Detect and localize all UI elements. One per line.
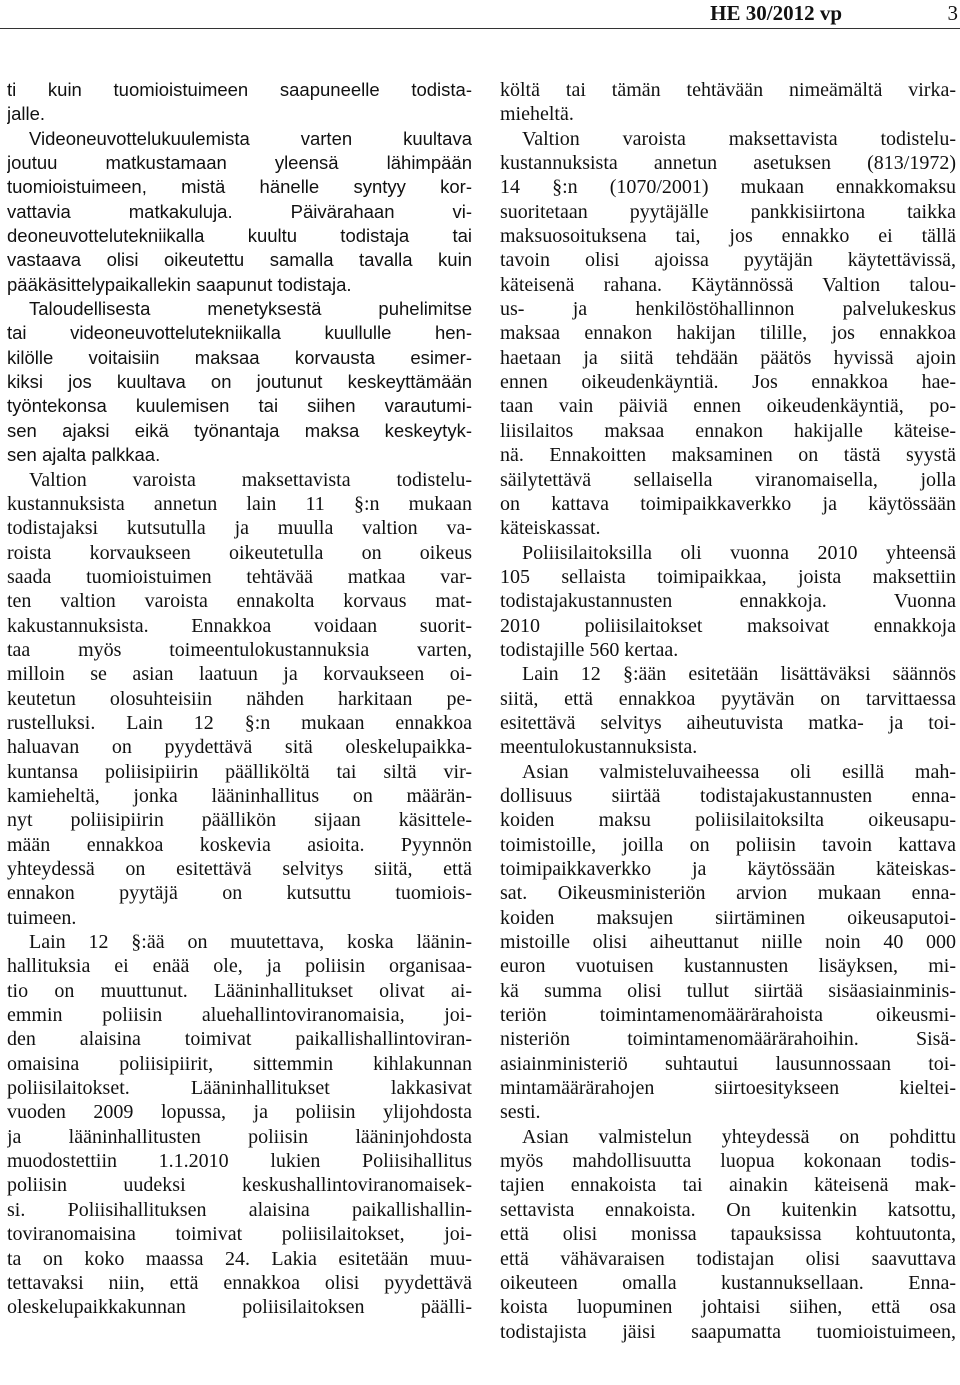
text-line: koiden maksu poliisilaitoksilta oikeusapu-	[500, 809, 956, 832]
text-line: vattavia matkakuluja. Päivärahaan vi-	[7, 200, 472, 222]
text-line: käteisenä rahana. Käytännössä Valtion talou-	[500, 273, 956, 296]
text-line: Lain 12 §:ää on muutettava, koska läänin-	[29, 931, 472, 954]
text-line: toviranomaisina toimivat poliisilaitokset, joi-	[7, 1223, 472, 1246]
text-line: nyt poliisipiirin päällikön sijaan käsittele-	[7, 809, 472, 832]
text-line: toimipaikkaverkko ja käytössään käteiskas-	[500, 858, 956, 880]
text-line: joutuu matkustamaan yleensä lähimpään	[7, 152, 472, 174]
text-line: emmin poliisin aluehallintoviranomaisia, joi-	[7, 1004, 472, 1027]
text-line: 14 §:n (1070/2001) mukaan ennakkomaksu	[500, 176, 956, 199]
text-line: kakustannuksista. Ennakkoa voidaan suorit-	[7, 614, 472, 637]
text-line: Lain 12 §:ään esitetään lisättäväksi säännös	[522, 663, 956, 686]
text-line: vuoden 2009 lopussa, ja poliisin ylijohdosta	[7, 1101, 472, 1124]
text-line: saada tuomioistuimen tehtävää matkaa var-	[7, 565, 472, 588]
text-line: tavoin olisi ajoissa pyytäjän käytettävissä,	[500, 249, 956, 272]
text-line: sesti.	[500, 1101, 541, 1124]
text-line: muodostettiin 1.1.2010 lukien Poliisihallitus	[7, 1150, 472, 1173]
text-line: poliisin uudeksi keskushallintoviranomaisek-	[7, 1174, 472, 1197]
text-line: työntekonsa kuulemisen tai siihen varautumi-	[7, 395, 472, 417]
text-line: asiainministeriö suhtautui lausunnossaan toi-	[500, 1052, 956, 1075]
text-line: ennen oikeudenkäyntiä. Jos ennakkoa hae-	[500, 371, 956, 394]
text-line: on kattava toimipaikkaverkko ja käytössään	[500, 492, 956, 515]
text-line: kä summa olisi tullut siirtää sisäasiainminis-	[500, 979, 956, 1002]
text-line: koista luopuminen johtaisi siihen, että osa	[500, 1296, 956, 1319]
text-line: käteiskassat.	[500, 517, 601, 540]
text-line: kiksi jos kuultava on joutunut keskeyttämään	[7, 371, 472, 393]
text-line: ten valtion varoista ennakolta korvaus mat-	[7, 590, 472, 613]
text-line: ennakon pyytäjä on kutsuttu tuomiois-	[7, 882, 472, 905]
text-line: pääkäsittelypaikallekin saapunut todistaja.	[7, 273, 352, 295]
text-line: tettavaksi niin, että ennakkoa olisi pyydettävä	[7, 1271, 472, 1294]
text-line: Valtion varoista maksettavista todistelu-	[29, 468, 472, 491]
page-header	[0, 0, 960, 34]
text-line: 2010 poliisilaitokset maksoivat ennakkoja	[500, 614, 956, 637]
text-line: mintamäärärahojen siirtoesitykseen kieltei-	[500, 1077, 956, 1100]
text-line: kilölle voitaisiin maksaa korvausta esimer-	[7, 346, 472, 368]
text-line: rustelluksi. Lain 12 §:n mukaan ennakkoa	[7, 711, 472, 734]
text-line: siitä, että ennakkoa pyytävän on tarvittaessa	[500, 687, 956, 710]
text-line: ti kuin tuomioistuimeen saapuneelle todista-	[7, 79, 472, 100]
text-line: todistajista jäisi saapumatta tuomioistuimeen,	[500, 1320, 956, 1343]
text-line: teriön toimintamenomäärärahoista oikeusmi-	[500, 1004, 956, 1027]
text-line: haetaan ja siitä tehdään päätös hyvissä ajoin	[500, 346, 956, 369]
text-line: liisilaitos maksaa ennakon hakijalle käteise-	[500, 419, 956, 442]
text-line: koiden maksujen siirtäminen oikeusaputoi-	[500, 906, 956, 929]
text-line: us- ja henkilöstöhallinnon palvelukeskus	[500, 298, 956, 321]
text-line: kustannuksista annetun lain 11 §:n mukaan	[7, 492, 472, 515]
text-line: nä. Ennakoitten maksaminen on tästä syystä	[500, 444, 956, 467]
text-line: omaisina poliisipiirit, sittemmin kihlakunnan	[7, 1052, 472, 1075]
text-line: Asian valmistelun yhteydessä on pohdittu	[522, 1125, 956, 1148]
text-line: tio on muuttunut. Lääninhallitukset olivat ai-	[7, 979, 472, 1002]
text-line: dollisuus siirtää todistajakustannusten enna-	[500, 784, 956, 807]
text-line: euron vuotuisen kustannusten lisäyksen, mi-	[500, 955, 956, 978]
text-line: mistoille olisi aiheuttanut niille noin 40 000	[500, 931, 956, 954]
text-line: kustannuksista annetun asetuksen (813/1972)	[500, 152, 956, 175]
text-line: si. Poliisihallituksen alaisina paikallishallin-	[7, 1198, 472, 1221]
text-line: sen ajaksi eikä työnantaja maksa keskeytyk-	[7, 419, 472, 441]
text-line: tai videoneuvottelutekniikalla kuullulle hen-	[7, 322, 472, 344]
text-line: költä tai tämän tehtävään nimeämältä virka-	[500, 79, 956, 101]
text-line: jalle.	[7, 103, 46, 125]
text-line: todistajakustannusten ennakkoja. Vuonna	[500, 590, 956, 613]
text-line: sen ajalta palkkaa.	[7, 444, 161, 466]
left-text-column	[7, 78, 472, 1320]
text-line: tuimeen.	[7, 906, 77, 929]
page-number: 3	[947, 1, 958, 25]
text-line: maksuosoituksena tai, jos ennakko ei tällä	[500, 225, 956, 248]
text-line: 105 sellaista toimipaikkaa, joista maksettiin	[500, 565, 956, 588]
text-line: keutetun olosuhteisiin nähden harkitaan pe-	[7, 687, 472, 710]
text-line: kamieheltä, jonka lääninhallitus on määrän-	[7, 784, 472, 807]
text-line: milloin se asian laatuun ja korvaukseen oi-	[7, 663, 472, 686]
text-line: tuomioistuimeen, mistä hänelle syntyy kor-	[7, 176, 472, 198]
text-line: hallituksia ei enää ole, ja poliisin organisaa-	[7, 955, 472, 978]
text-line: todistajille 560 kertaa.	[500, 638, 679, 661]
text-line: yhteydessä on esitettävä selvitys siitä, että	[7, 858, 472, 880]
document-id: HE 30/2012 vp	[710, 1, 842, 25]
text-line: kuntansa poliisipiirin päälliköltä tai siltä vir-	[7, 760, 472, 783]
text-line: Valtion varoista maksettavista todistelu-	[522, 127, 956, 150]
text-line: tajien ennakoista tai ainakin käteisenä mak-	[500, 1174, 956, 1197]
text-line: den alaisina toimivat paikallishallintoviran-	[7, 1028, 472, 1051]
text-line: ja lääninhallitusten poliisin lääninjohdosta	[7, 1125, 472, 1148]
text-line: todistajaksi kutsutulla ja muulla valtion va-	[7, 517, 472, 540]
header-rule	[0, 28, 960, 29]
text-line: oleskelupaikkakunnan poliisilaitoksen päälli-	[7, 1296, 472, 1319]
text-line: mään ennakkoa koskevia asioita. Pyynnön	[7, 833, 472, 856]
text-line: vastaava olisi oikeutettu samalla tavalla kuin	[7, 249, 472, 271]
text-line: sat. Oikeusministeriön arvion mukaan enna-	[500, 882, 956, 905]
text-line: deoneuvottelutekniikalla kuultu todistaja tai	[7, 225, 472, 247]
text-line: nisteriön toimintamenomäärärahoihin. Sisä-	[500, 1028, 956, 1051]
text-line: oikeuteen omalla kustannuksellaan. Enna-	[500, 1271, 956, 1294]
text-line: ta on koko maassa 24. Lakia esitetään muu-	[7, 1247, 472, 1270]
text-line: suoritetaan pyytäjälle pankkisiirtona taikka	[500, 200, 956, 223]
text-line: roista korvaukseen oikeutetulla on oikeus	[7, 541, 472, 564]
text-line: maksaa ennakon hakijan tilille, jos ennakkoa	[500, 322, 956, 345]
text-line: mieheltä.	[500, 103, 574, 126]
text-line: että olisi monissa tapauksissa kohtuutonta,	[500, 1223, 956, 1246]
text-line: settavista ennakoista. On kuitenkin katsottu,	[500, 1198, 956, 1221]
text-line: Taloudellisesta menetyksestä puhelimitse	[29, 298, 472, 320]
text-line: meentulokustannuksista.	[500, 736, 698, 759]
text-line: Videoneuvottelukuulemista varten kuultava	[29, 127, 472, 149]
text-line: säilytettävä sellaisella viranomaisella, jolla	[500, 468, 956, 491]
right-text-column	[500, 78, 956, 1344]
text-line: Poliisilaitoksilla oli vuonna 2010 yhteensä	[522, 541, 956, 564]
text-line: taan vain päiviä ennen oikeudenkäyntiä, po-	[500, 395, 956, 418]
text-line: haluavan on pyydettävä sitä oleskelupaikka-	[7, 736, 472, 759]
text-line: poliisilaitokset. Lääninhallitukset lakkasivat	[7, 1077, 472, 1100]
text-line: esitettävä selvitys aiheutuvista matka- ja toi-	[500, 711, 956, 734]
text-line: taa myös toimeentulokustannuksia varten,	[7, 638, 472, 661]
text-line: myös mahdollisuutta luopua kokonaan todis-	[500, 1150, 956, 1173]
text-line: Asian valmisteluvaiheessa oli esillä mah-	[522, 760, 956, 783]
text-line: että vähävaraisen todistajan olisi saavuttava	[500, 1247, 956, 1270]
text-line: toimistoille, joilla on poliisin tavoin kattava	[500, 833, 956, 856]
